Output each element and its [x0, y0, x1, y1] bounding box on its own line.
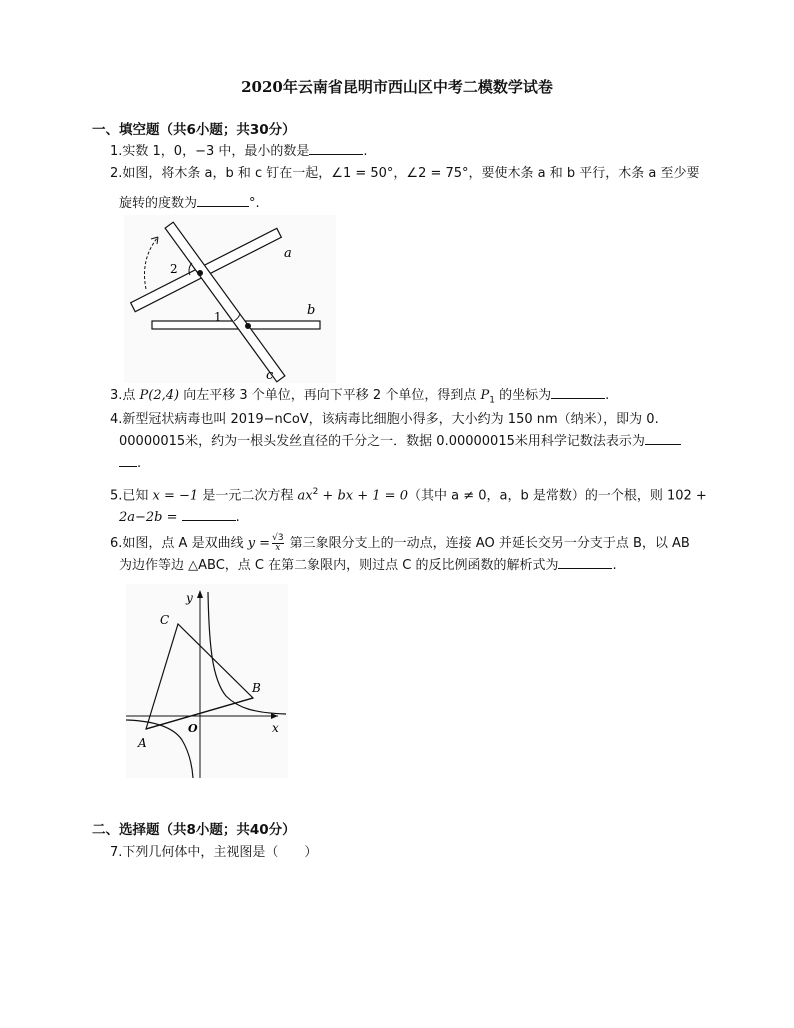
label-o: O — [188, 722, 198, 735]
question-text: 实数 1，0，−3 中，最小的数是 — [122, 144, 310, 159]
label-B: B — [252, 681, 261, 695]
question-1: 1.实数 1，0，−3 中，最小的数是 . — [110, 144, 368, 159]
question-number: 3. — [110, 388, 123, 403]
hyperbola-triangle-figure — [126, 584, 288, 778]
question-5: 5.已知 x = −1 是一元二次方程 $ax^2$ + bx + 1 = 0（其中 a ≠ 0，a，b 是常数）的一个根，则 102 + 2a−2b = . — [110, 487, 707, 526]
question-2: 2.如图，将木条 a，b 和 c 钉在一起，∠1 = 50°，∠2 = 75°，要使木条 a 和 b 平行，木条 a 至少要 旋转的度数为 °. — [110, 166, 700, 211]
label-y: y — [186, 591, 193, 605]
question-text: 如图，将木条 a，b 和 c 钉在一起，∠1 = 50°，∠2 = 75°，要使木条 a 和 b 平行，木条 a 至少要 — [122, 166, 700, 181]
question-number: 7. — [110, 845, 123, 860]
label-C: C — [160, 613, 170, 627]
label-angle-1: 1 — [214, 310, 222, 324]
label-stick-b: b — [307, 303, 316, 318]
question-6: 6.如图，点 A 是双曲线 y = $\frac{√3}{x}$ 第三象限分支上的一动点，连接 AO 并延长交另一分支于点 B，以 AB 为边作等边 △ABC，点 C 在第二象限内，则过点 C 的反比例函数的解析式为 . — [110, 533, 690, 573]
page-title: 2020年云南省昆明市西山区中考二模数学试卷 — [241, 78, 553, 96]
question-number: 2. — [110, 166, 123, 181]
nail-top — [197, 270, 203, 276]
answer-blank[interactable] — [197, 194, 249, 207]
question-number: 6. — [110, 536, 123, 551]
question-number: 5. — [110, 488, 123, 504]
question-number: 1. — [110, 144, 123, 159]
answer-blank[interactable] — [551, 386, 605, 399]
label-x: x — [272, 721, 279, 735]
answer-blank[interactable] — [309, 142, 363, 155]
nail-bottom — [245, 323, 251, 329]
question-3: 3.点 P(2,4) 向左平移 3 个单位，再向下平移 2 个单位，得到点 $P_1$ 的坐标为 . — [110, 388, 610, 406]
label-angle-2: 2 — [170, 262, 178, 276]
answer-blank[interactable] — [182, 508, 236, 521]
section-heading-multiple-choice: 二、选择题（共8小题；共40分） — [92, 822, 296, 838]
answer-blank[interactable] — [558, 556, 612, 569]
question-7 — [110, 842, 710, 864]
question-4: 4.新型冠状病毒也叫 2019−nCoV，该病毒比细胞小得多，大小约为 150 nm（纳米），即为 0. 00000015米，约为一根头发丝直径的千分之一．数据 0.00000015米用科学记数法表示为 . — [110, 409, 710, 475]
question-number: 4. — [110, 412, 123, 427]
answer-blank[interactable] — [645, 432, 681, 445]
label-stick-c: c — [266, 368, 274, 383]
wooden-sticks-figure — [124, 215, 336, 383]
label-stick-a: a — [284, 246, 292, 261]
section-heading-fill-in: 一、填空题（共6小题；共30分） — [92, 122, 296, 138]
label-A: A — [138, 736, 147, 750]
question-text: 下列几何体中，主视图是（ ） — [122, 845, 318, 860]
